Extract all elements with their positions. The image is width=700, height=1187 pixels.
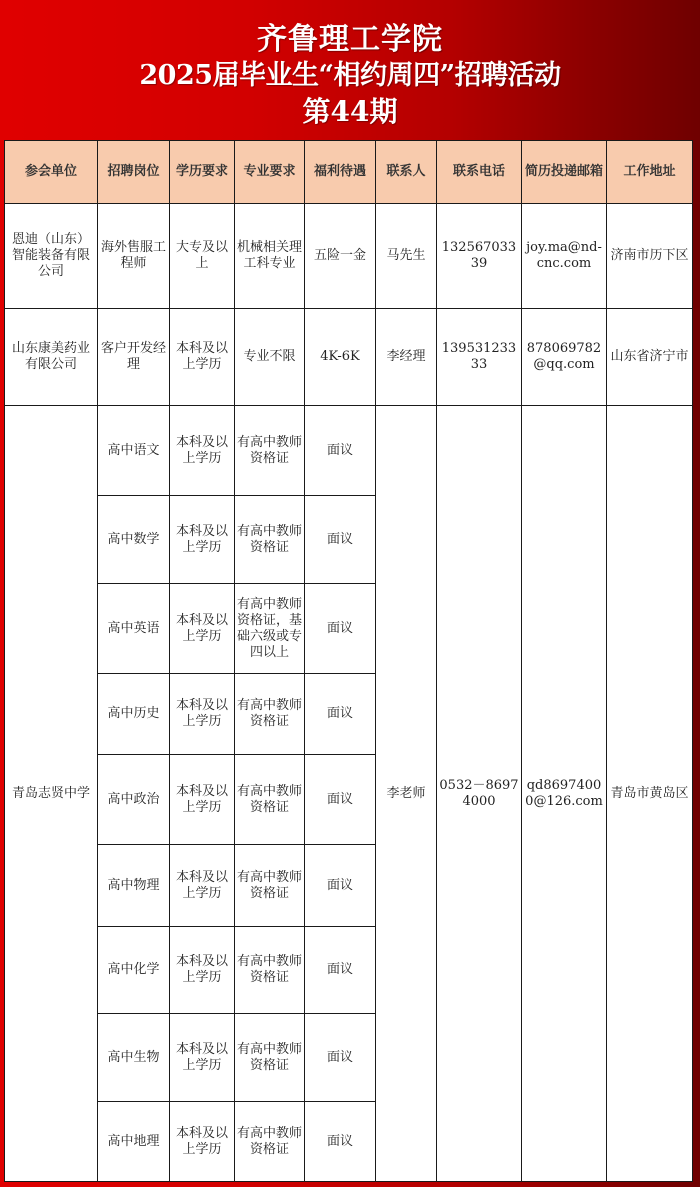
title-event: 2025届毕业生“相约周四”招聘活动 (139, 60, 561, 91)
benefits: 4K-6K (305, 309, 376, 406)
table-row (5, 309, 693, 406)
major: 有高中教师资格证 (235, 674, 305, 755)
benefits: 面议 (305, 674, 376, 755)
major: 有高中教师资格证 (235, 406, 305, 496)
major: 有高中教师资格证 (235, 755, 305, 845)
email: qd86974000@126.com (522, 406, 607, 1182)
position: 高中生物 (98, 1014, 170, 1102)
col-header-education: 学历要求 (170, 141, 235, 204)
benefits: 面议 (305, 406, 376, 496)
col-header-contact: 联系人 (376, 141, 437, 204)
address: 山东省济宁市 (607, 309, 693, 406)
col-header-email: 简历投递邮箱 (522, 141, 607, 204)
benefits: 面议 (305, 845, 376, 927)
major: 有高中教师资格证，基础六级或专四以上 (235, 584, 305, 674)
phone: 0532－86974000 (437, 406, 522, 1182)
education: 本科及以上学历 (170, 584, 235, 674)
education: 本科及以上学历 (170, 927, 235, 1014)
header-row (5, 141, 693, 204)
position: 高中政治 (98, 755, 170, 845)
education: 大专及以上 (170, 204, 235, 309)
education: 本科及以上学历 (170, 309, 235, 406)
major: 有高中教师资格证 (235, 845, 305, 927)
position: 高中英语 (98, 584, 170, 674)
benefits: 面议 (305, 755, 376, 845)
education: 本科及以上学历 (170, 674, 235, 755)
benefits: 面议 (305, 496, 376, 584)
benefits: 五险一金 (305, 204, 376, 309)
address: 青岛市黄岛区 (607, 406, 693, 1182)
col-header-address: 工作地址 (607, 141, 693, 204)
table-row (5, 406, 693, 496)
benefits: 面议 (305, 584, 376, 674)
col-header-benefits: 福利待遇 (305, 141, 376, 204)
benefits: 面议 (305, 1102, 376, 1182)
email: 878069782@qq.com (522, 309, 607, 406)
education: 本科及以上学历 (170, 755, 235, 845)
contact: 马先生 (376, 204, 437, 309)
major: 有高中教师资格证 (235, 1102, 305, 1182)
col-header-company: 参会单位 (5, 141, 98, 204)
major: 专业不限 (235, 309, 305, 406)
position: 高中数学 (98, 496, 170, 584)
address: 济南市历下区 (607, 204, 693, 309)
position: 海外售服工程师 (98, 204, 170, 309)
major: 有高中教师资格证 (235, 927, 305, 1014)
position: 客户开发经理 (98, 309, 170, 406)
position: 高中物理 (98, 845, 170, 927)
major: 机械相关理工科专业 (235, 204, 305, 309)
table-row (5, 204, 693, 309)
col-header-phone: 联系电话 (437, 141, 522, 204)
phone: 13953123333 (437, 309, 522, 406)
company-name: 山东康美药业有限公司 (5, 309, 98, 406)
contact: 李经理 (376, 309, 437, 406)
recruitment-table (4, 140, 693, 1182)
education: 本科及以上学历 (170, 845, 235, 927)
col-header-major: 专业要求 (235, 141, 305, 204)
poster-title (0, 22, 700, 130)
phone: 13256703339 (437, 204, 522, 309)
education: 本科及以上学历 (170, 1102, 235, 1182)
education: 本科及以上学历 (170, 406, 235, 496)
title-school: 齐鲁理工学院 (257, 22, 443, 57)
position: 高中地理 (98, 1102, 170, 1182)
major: 有高中教师资格证 (235, 496, 305, 584)
company-name: 青岛志贤中学 (5, 406, 98, 1182)
education: 本科及以上学历 (170, 496, 235, 584)
title-issue: 第44期 (302, 95, 398, 128)
benefits: 面议 (305, 1014, 376, 1102)
position: 高中历史 (98, 674, 170, 755)
email: joy.ma@nd-cnc.com (522, 204, 607, 309)
position: 高中语文 (98, 406, 170, 496)
education: 本科及以上学历 (170, 1014, 235, 1102)
benefits: 面议 (305, 927, 376, 1014)
position: 高中化学 (98, 927, 170, 1014)
major: 有高中教师资格证 (235, 1014, 305, 1102)
col-header-position: 招聘岗位 (98, 141, 170, 204)
contact: 李老师 (376, 406, 437, 1182)
company-name: 恩迪（山东）智能装备有限公司 (5, 204, 98, 309)
